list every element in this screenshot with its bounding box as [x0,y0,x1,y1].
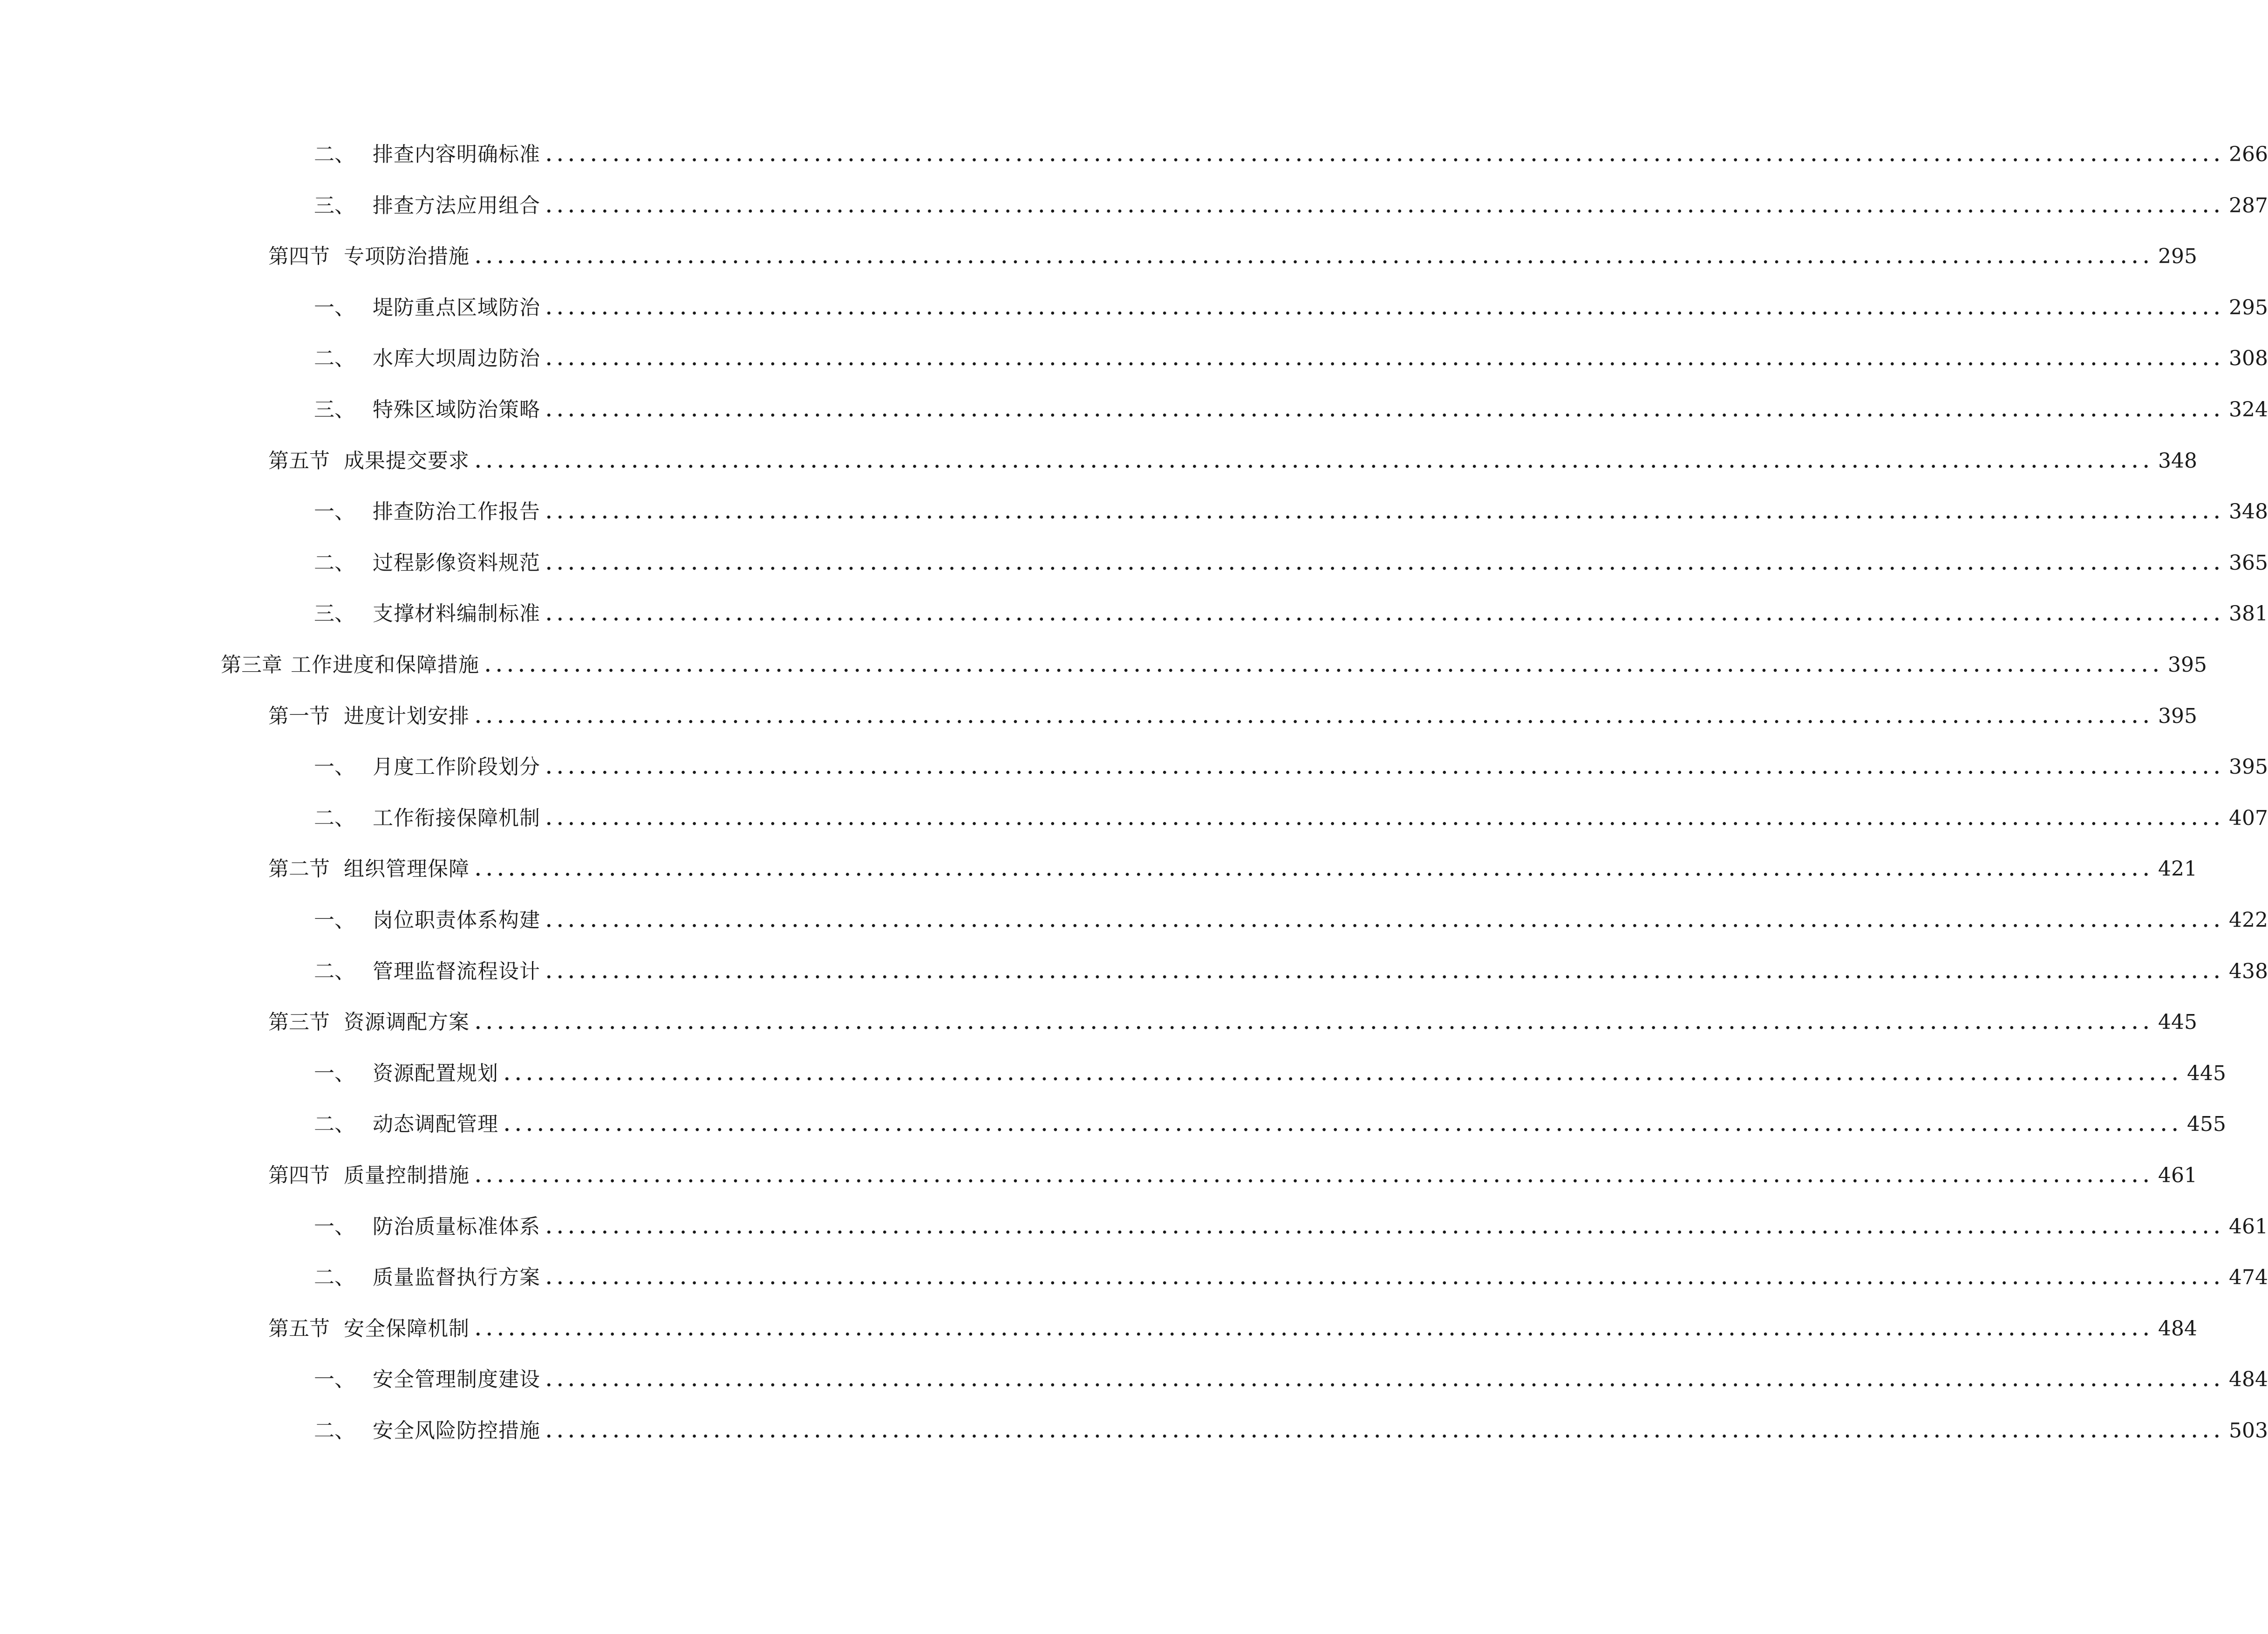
toc-dot-leader: ...................................................................................................................................................... [546,1371,2225,1391]
toc-entry-number: 第三章 [221,653,282,677]
toc-entry-number: 一、 [314,295,355,320]
toc-dot-leader: ...................................................................................................................................................... [475,707,2154,727]
toc-entry-number: 一、 [314,500,355,524]
toc-dot-leader: ...................................................................................................................................................... [546,197,2225,217]
toc-entry-title: 组织管理保障 [344,857,470,881]
toc-dot-leader: ...................................................................................................................................................... [546,299,2225,319]
toc-entry-number: 三、 [314,398,355,422]
toc-entry-page-number: 438 [2228,959,2268,983]
toc-entry-page-number: 348 [2228,500,2268,524]
toc-entry-page-number: 503 [2228,1419,2268,1443]
toc-entry-title: 安全管理制度建设 [373,1368,540,1392]
toc-entry-page-number: 365 [2228,551,2268,575]
toc-entry-number: 第一节 [268,704,330,728]
toc-dot-leader: ...................................................................................................................................................... [475,1014,2154,1034]
toc-entry-number: 第三节 [268,1010,330,1035]
toc-entry-section[interactable] [268,698,2197,735]
toc-entry-title: 排查内容明确标准 [373,143,540,166]
toc-entry-page-number: 461 [2228,1214,2268,1239]
toc-entry-title: 月度工作阶段划分 [373,755,540,779]
toc-entry-subsection[interactable] [314,545,2268,582]
toc-entry-title: 管理监督流程设计 [373,959,540,983]
toc-dot-leader: ...................................................................................................................................................... [546,1218,2225,1238]
toc-entry-subsection[interactable] [314,953,2268,990]
toc-entry-subsection[interactable] [314,1412,2268,1450]
toc-entry-subsection[interactable] [314,1208,2268,1246]
toc-entry-page-number: 395 [2167,653,2207,677]
toc-entry-number: 二、 [314,959,355,983]
toc-entry-subsection[interactable] [314,800,2268,837]
toc-entry-page-number: 348 [2158,449,2197,473]
toc-entry-page-number: 455 [2186,1112,2226,1137]
toc-entry-title: 支撑材料编制标准 [373,602,540,626]
toc-entry-title: 质量控制措施 [344,1164,470,1187]
toc-entry-number: 第五节 [268,1316,330,1341]
toc-entry-section[interactable] [268,238,2197,275]
toc-entry-page-number: 422 [2228,908,2268,932]
toc-entry-subsection[interactable] [314,289,2268,327]
toc-entry-title: 安全风险防控措施 [373,1419,540,1443]
toc-entry-page-number: 461 [2158,1164,2197,1187]
toc-entry-title: 工作进度和保障措施 [291,653,479,677]
toc-entry-page-number: 395 [2228,755,2268,779]
toc-dot-leader: ...................................................................................................................................................... [546,912,2225,931]
toc-dot-leader: ...................................................................................................................................................... [546,350,2225,370]
toc-dot-leader: ...................................................................................................................................................... [546,1422,2225,1442]
toc-entry-title: 专项防治措施 [344,245,470,269]
toc-entry-title: 资源调配方案 [344,1010,470,1035]
toc-entry-number: 二、 [314,551,355,575]
toc-entry-title: 防治质量标准体系 [373,1214,540,1239]
toc-entry-page-number: 266 [2228,143,2268,166]
toc-dot-leader: ...................................................................................................................................................... [475,1167,2154,1186]
toc-entry-number: 二、 [314,143,355,166]
toc-entry-page-number: 474 [2228,1266,2268,1290]
toc-entry-section[interactable] [268,851,2197,888]
toc-entry-page-number: 395 [2158,704,2197,728]
toc-entry-page-number: 484 [2228,1368,2268,1392]
toc-entry-section[interactable] [268,1310,2197,1348]
toc-entry-number: 一、 [314,1061,355,1085]
toc-entry-section[interactable] [268,1004,2197,1041]
toc-entry-number: 二、 [314,1419,355,1443]
toc-entry-subsection[interactable] [314,749,2268,786]
toc-entry-section[interactable] [268,443,2197,480]
toc-dot-leader: ...................................................................................................................................................... [504,1064,2183,1084]
toc-entry-title: 成果提交要求 [344,449,470,473]
toc-entry-number: 一、 [314,1214,355,1239]
toc-entry-page-number: 445 [2186,1061,2226,1085]
toc-entry-page-number: 295 [2158,245,2197,269]
toc-entry-title: 过程影像资料规范 [373,551,540,575]
toc-dot-leader: ...................................................................................................................................................... [475,860,2154,880]
toc-entry-subsection[interactable] [314,340,2268,377]
toc-entry-subsection[interactable] [314,902,2268,939]
toc-dot-leader: ...................................................................................................................................................... [475,452,2154,472]
toc-entry-number: 二、 [314,1266,355,1290]
toc-entry-number: 三、 [314,602,355,626]
toc-entry-chapter[interactable] [221,647,2207,684]
toc-entry-title: 特殊区域防治策略 [373,398,540,422]
toc-entry-title: 资源配置规划 [373,1061,498,1085]
toc-entry-number: 三、 [314,193,355,218]
toc-entry-page-number: 295 [2228,295,2268,320]
toc-entry-page-number: 445 [2158,1010,2197,1035]
toc-entry-subsection[interactable] [314,1361,2268,1398]
toc-entry-title: 质量监督执行方案 [373,1266,540,1290]
toc-entry-page-number: 381 [2228,602,2268,626]
toc-dot-leader: ...................................................................................................................................................... [546,146,2225,165]
toc-entry-page-number: 287 [2228,193,2268,218]
toc-entry-number: 第二节 [268,857,330,881]
toc-entry-title: 排查方法应用组合 [373,193,540,218]
toc-dot-leader: ...................................................................................................................................................... [546,401,2225,421]
toc-entry-page-number: 324 [2228,398,2268,422]
toc-entry-number: 二、 [314,1112,355,1137]
toc-dot-leader: ...................................................................................................................................................... [546,554,2225,574]
toc-entry-page-number: 421 [2158,857,2197,881]
toc-entry-subsection[interactable] [314,187,2268,225]
toc-entry-subsection[interactable] [314,136,2268,173]
toc-entry-title: 水库大坝周边防治 [373,347,540,371]
toc-dot-leader: ...................................................................................................................................................... [546,503,2225,523]
toc-entry-title: 安全保障机制 [344,1316,470,1341]
toc-entry-section[interactable] [268,1157,2197,1194]
toc-entry-title: 排查防治工作报告 [373,500,540,524]
toc-entry-subsection[interactable] [314,391,2268,429]
toc-dot-leader: ...................................................................................................................................................... [546,758,2225,778]
toc-entry-page-number: 308 [2228,347,2268,371]
toc-dot-leader: ...................................................................................................................................................... [485,656,2164,676]
toc-dot-leader: ...................................................................................................................................................... [546,809,2225,829]
toc-entry-subsection[interactable] [314,1055,2226,1092]
toc-dot-leader: ...................................................................................................................................................... [504,1116,2183,1136]
toc-entry-number: 第五节 [268,449,330,473]
toc-entry-number: 二、 [314,806,355,830]
toc-entry-number: 第四节 [268,245,330,269]
toc-entry-title: 堤防重点区域防治 [373,295,540,320]
toc-dot-leader: ...................................................................................................................................................... [546,605,2225,625]
toc-entry-page-number: 484 [2158,1316,2197,1341]
toc-dot-leader: ...................................................................................................................................................... [475,1320,2154,1340]
toc-entry-title: 动态调配管理 [373,1112,498,1137]
toc-entry-title: 进度计划安排 [344,704,470,728]
toc-entry-page-number: 407 [2228,806,2268,830]
toc-dot-leader: ...................................................................................................................................................... [546,1269,2225,1289]
toc-entry-title: 岗位职责体系构建 [373,908,540,932]
toc-entry-number: 第四节 [268,1164,330,1187]
toc-dot-leader: ...................................................................................................................................................... [475,248,2154,268]
toc-entry-subsection[interactable] [314,1259,2268,1296]
toc-entry-number: 二、 [314,347,355,371]
toc-entry-title: 工作衔接保障机制 [373,806,540,830]
toc-entry-subsection[interactable] [314,595,2268,633]
toc-entry-number: 一、 [314,755,355,779]
toc-entry-subsection[interactable] [314,1106,2226,1143]
toc-dot-leader: ...................................................................................................................................................... [546,962,2225,982]
toc-entry-number: 一、 [314,908,355,932]
toc-entry-subsection[interactable] [314,493,2268,531]
toc-entry-number: 一、 [314,1368,355,1392]
